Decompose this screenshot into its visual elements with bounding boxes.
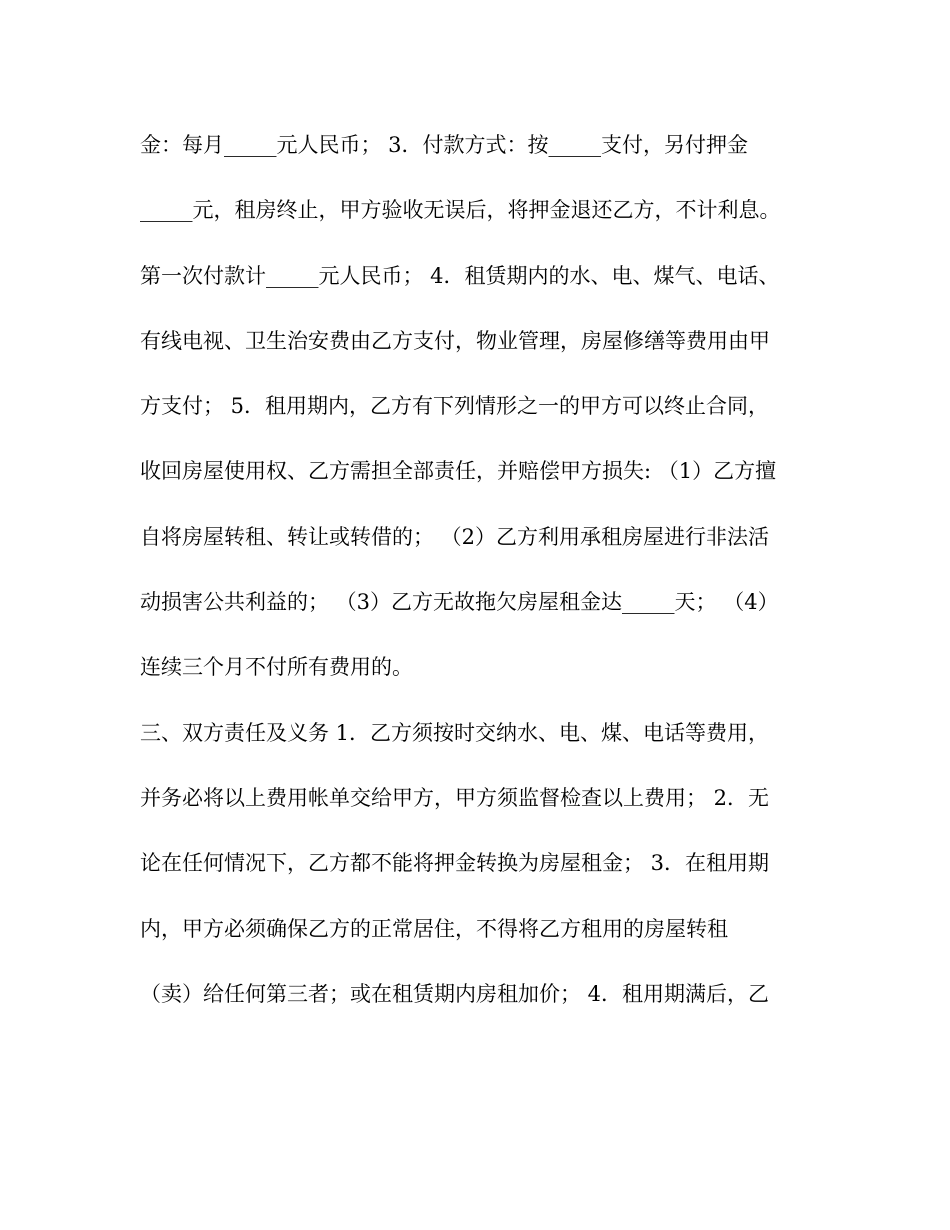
text-line-2: _____元，租房终止，甲方验收无误后，将押金退还乙方，不计利息。 <box>140 198 781 223</box>
text-line-13: 内，甲方必须确保乙方的正常居住，不得将乙方租用的房屋转租 <box>140 916 728 941</box>
text-line-7: 自将房屋转租、转让或转借的； （2）乙方利用承租房屋进行非法活 <box>140 524 770 549</box>
text-line-14: （卖）给任何第三者；或在租赁期内房租加价； 4．租用期满后，乙 <box>140 981 770 1006</box>
text-line-4: 有线电视、卫生治安费由乙方支付，物业管理，房屋修缮等费用由甲 <box>140 328 770 353</box>
text-line-6: 收回房屋使用权、乙方需担全部责任，并赔偿甲方损失: （1）乙方擅 <box>140 459 777 484</box>
text-line-5: 方支付； 5．租用期内，乙方有下列情形之一的甲方可以终止合同， <box>140 394 770 419</box>
text-line-9: 连续三个月不付所有费用的。 <box>140 655 413 680</box>
text-line-10: 三、双方责任及义务 1．乙方须按时交纳水、电、煤、电话等费用， <box>140 720 770 745</box>
text-line-3: 第一次付款计_____元人民币； 4．租赁期内的水、电、煤气、电话、 <box>140 263 780 288</box>
text-line-12: 论在任何情况下，乙方都不能将押金转换为房屋租金； 3．在租用期 <box>140 851 770 876</box>
text-line-8: 动损害公共利益的； （3）乙方无故拖欠房屋租金达_____天； （4） <box>140 590 779 615</box>
contract-text <box>140 113 820 1027</box>
text-line-1: 金：每月_____元人民币； 3．付款方式：按_____支付，另付押金 <box>140 133 749 157</box>
text-line-11: 并务必将以上费用帐单交给甲方，甲方须监督检查以上费用； 2．无 <box>140 785 770 810</box>
